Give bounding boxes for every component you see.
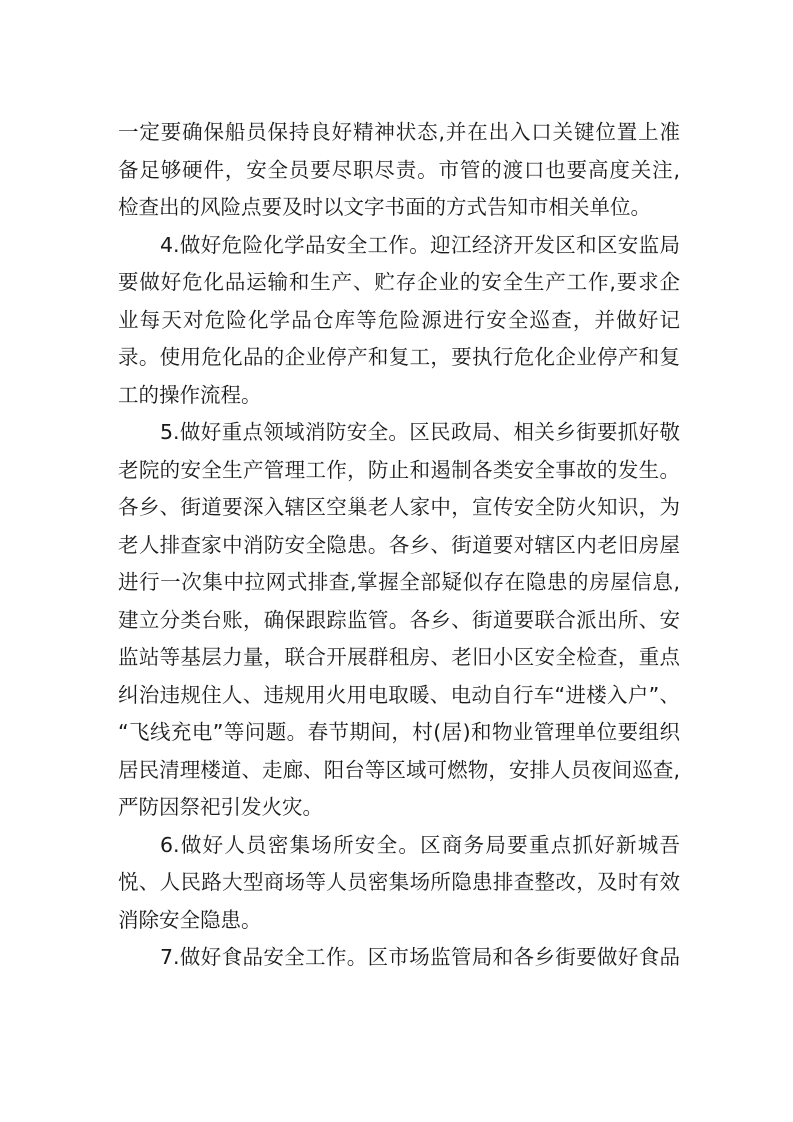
paragraph-line: 5.做好重点领域消防安全。区民政局、相关乡街要抓好敬 [160, 420, 680, 444]
paragraph-line: 4.做好危险化学品安全工作。迎江经济开发区和区安监局 [160, 232, 680, 257]
paragraph-line: 老院的安全生产管理工作，防止和遏制各类安全事故的发生。 [118, 457, 680, 482]
paragraph-line: 6.做好人员密集场所安全。区商务局要重点抓好新城吾 [160, 832, 680, 857]
paragraph-line: 业每天对危险化学品仓库等危险源进行安全巡查，并做好记 [118, 307, 680, 332]
paragraph-line: 各乡、街道要深入辖区空巢老人家中，宣传安全防火知识，为 [118, 495, 680, 519]
document-body [118, 114, 680, 977]
paragraph-line: 备足够硬件，安全员要尽职尽责。市管的渡口也要高度关注, [118, 157, 680, 182]
paragraph-line: 严防因祭祀引发火灾。 [118, 795, 323, 819]
paragraph-line: 要做好危化品运输和生产、贮存企业的安全生产工作,要求企 [118, 270, 680, 294]
paragraph-line: 建立分类台账，确保跟踪监管。各乡、街道要联合派出所、安 [118, 607, 680, 632]
paragraph-line: 进行一次集中拉网式排查,掌握全部疑似存在隐患的房屋信息, [118, 570, 680, 594]
paragraph-line: 悦、人民路大型商场等人员密集场所隐患排查整改，及时有效 [118, 870, 680, 894]
paragraph-line: 消除安全隐患。 [118, 907, 262, 932]
paragraph-line: 老人排查家中消防安全隐患。各乡、街道要对辖区内老旧房屋 [118, 532, 680, 557]
paragraph-line: 居民清理楼道、走廊、阳台等区域可燃物，安排人员夜间巡查, [118, 757, 680, 782]
paragraph-line: 监站等基层力量，联合开展群租房、老旧小区安全检查，重点 [118, 645, 680, 669]
paragraph-line: “飞线充电”等问题。春节期间，村(居)和物业管理单位要组织 [118, 720, 680, 744]
paragraph-line: 7.做好食品安全工作。区市场监管局和各乡街要做好食品 [160, 945, 680, 969]
paragraph-line: 工的操作流程。 [118, 382, 262, 407]
paragraph-line: 检查出的风险点要及时以文字书面的方式告知市相关单位。 [118, 195, 651, 219]
paragraph-line: 录。使用危化品的企业停产和复工，要执行危化企业停产和复 [118, 345, 680, 369]
paragraph-line: 纠治违规住人、违规用火用电取暖、电动自行车“进楼入户”、 [118, 682, 680, 707]
paragraph-line: 一定要确保船员保持良好精神状态,并在出入口关键位置上准 [118, 120, 680, 144]
